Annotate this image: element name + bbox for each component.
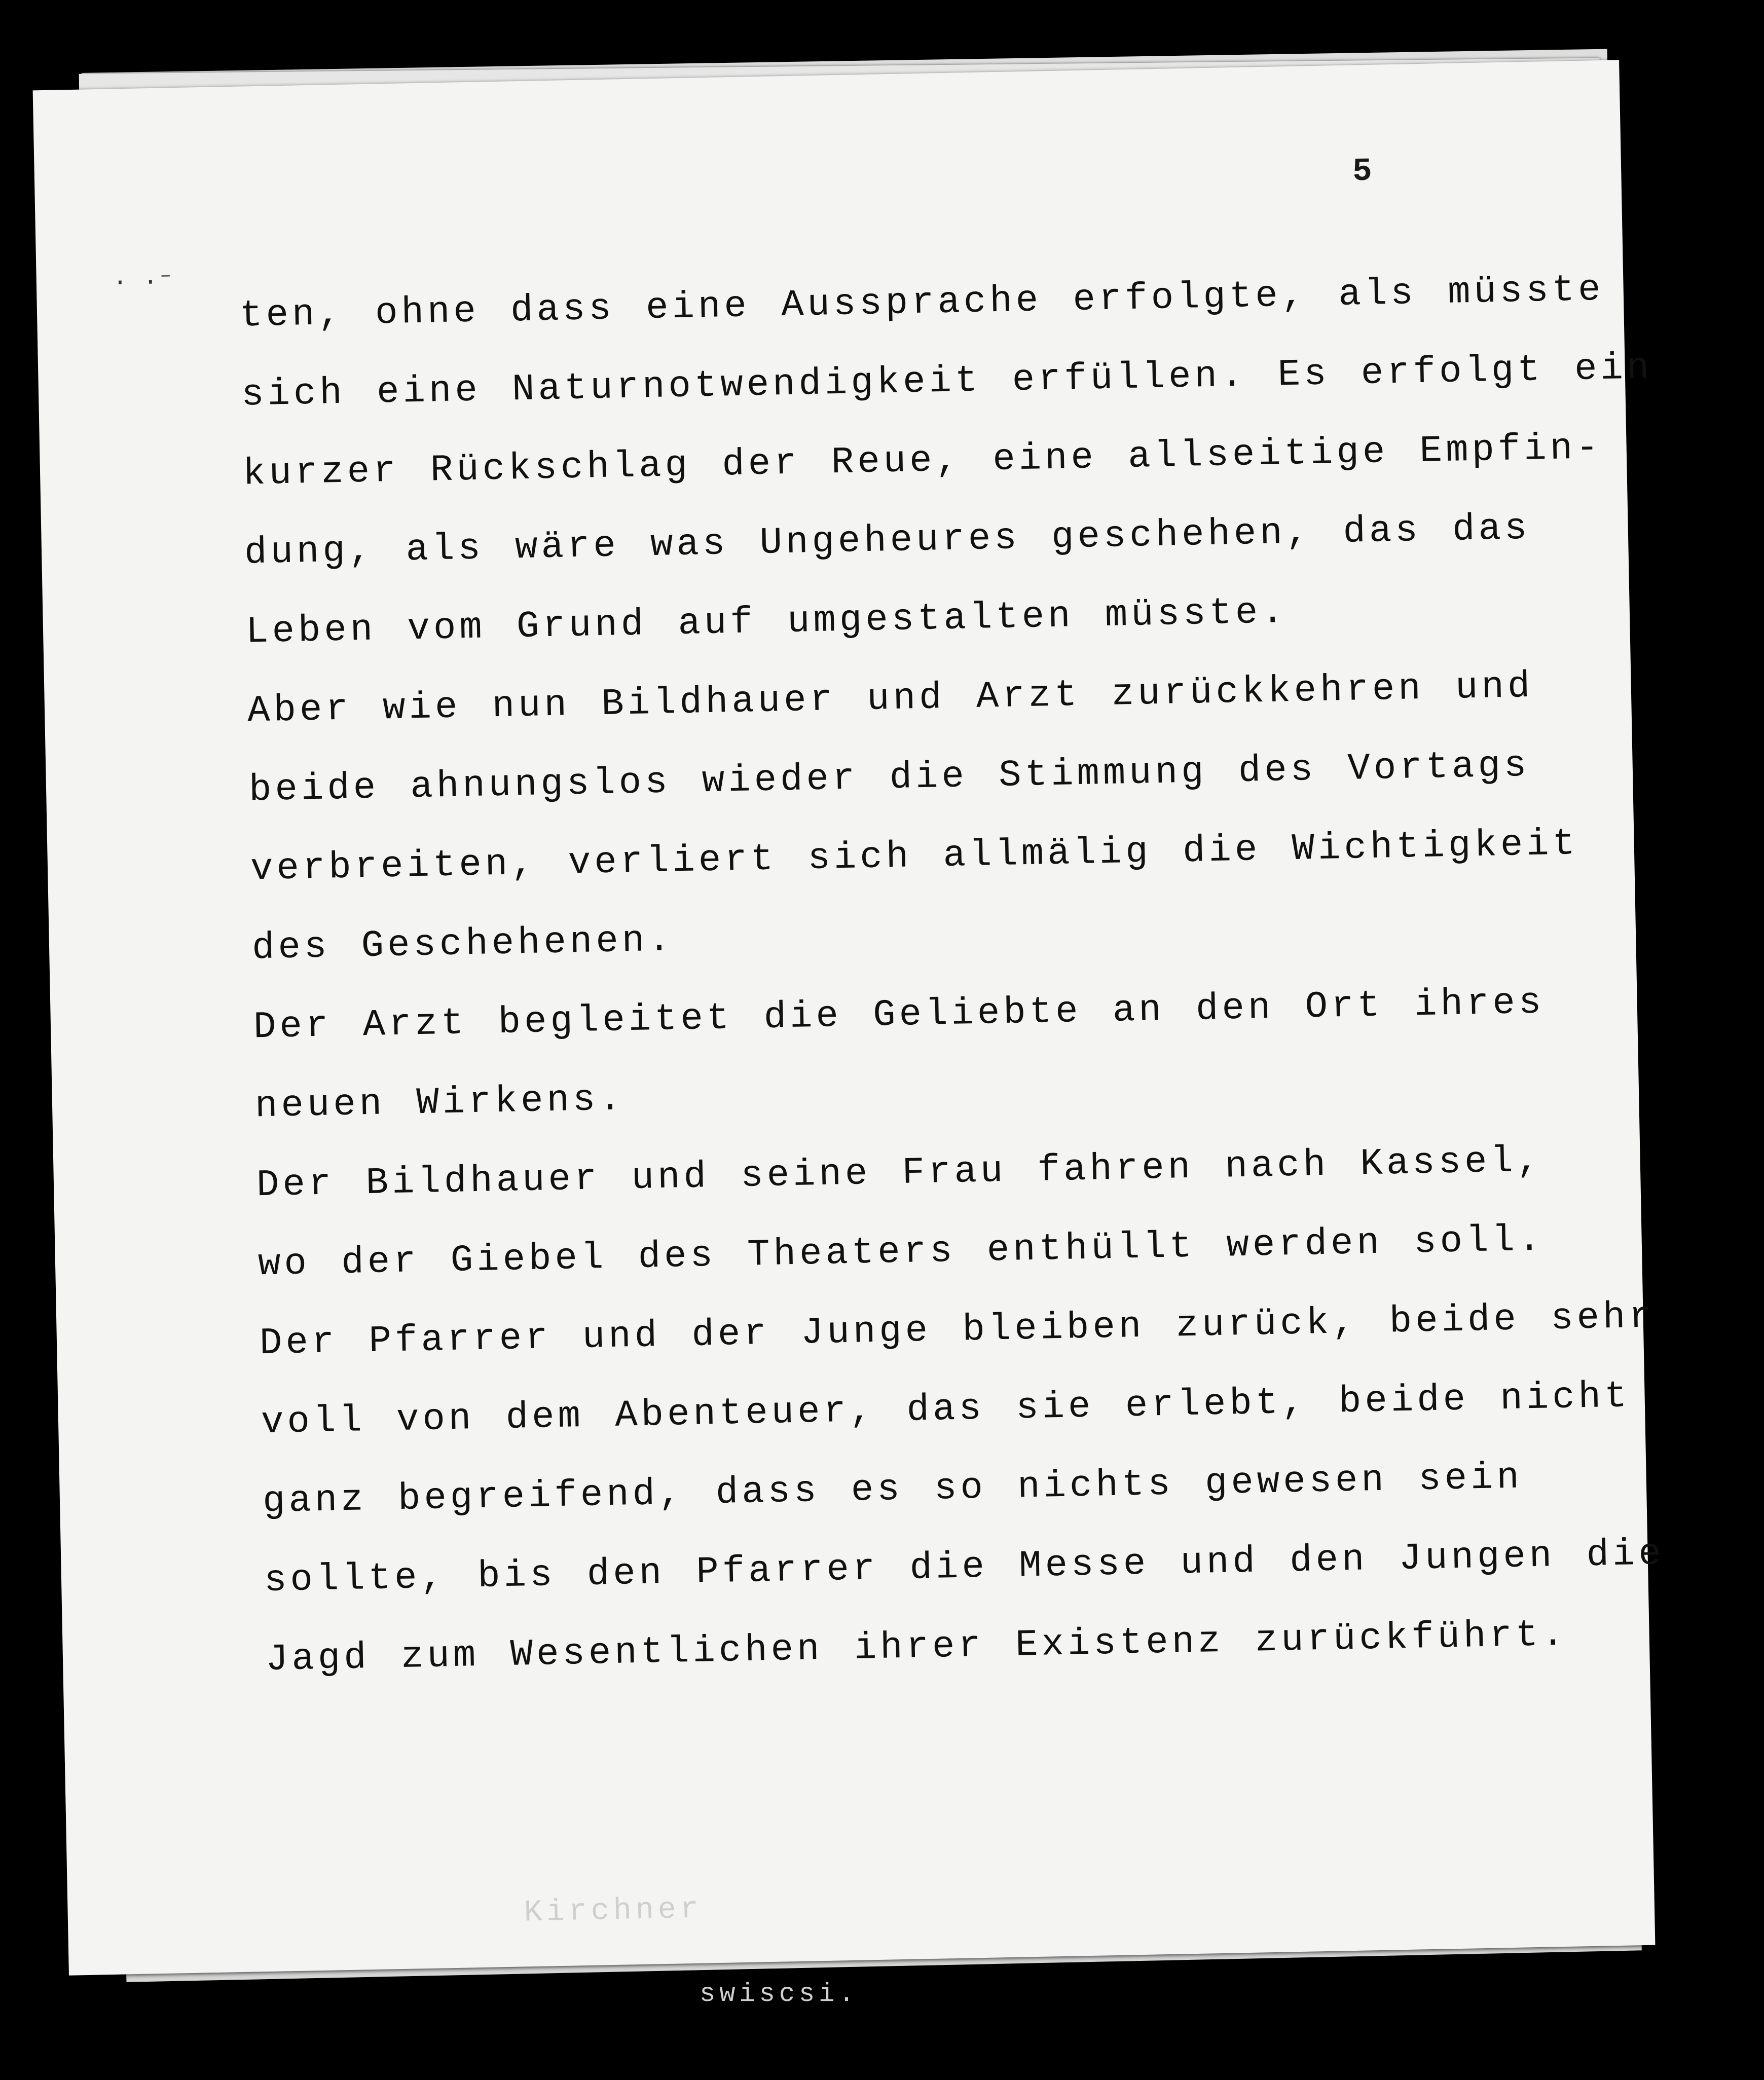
text-line-5: Leben vom Grund auf umgestalten müsste.: [245, 591, 1288, 654]
typewritten-text: [239, 251, 1665, 1699]
text-line-13: wo der Giebel des Theaters enthüllt werden soll.: [258, 1218, 1545, 1286]
text-line-6: Aber wie nun Bildhauer und Arzt zurückkehren und: [247, 665, 1534, 733]
text-line-14: Der Pfarrer und der Junge bleiben zurück, beide sehr: [259, 1295, 1656, 1365]
text-line-18: Jagd zum Wesentlichen ihrer Existenz zurückführt.: [265, 1613, 1568, 1682]
bottom-sheet-stub-text: swiscsi.: [700, 1979, 859, 2009]
text-line-4: dung, als wäre was Ungeheures geschehen, das das: [244, 507, 1531, 575]
text-line-17: sollte, bis den Pfarrer die Messe und den Jungen die: [264, 1533, 1665, 1603]
typewritten-page: [33, 60, 1665, 1975]
underlying-sheet-text: Kirchner: [524, 1892, 703, 1930]
text-line-7: beide ahnungslos wieder die Stimmung des Vortags: [248, 744, 1531, 812]
page-number: 5: [1352, 153, 1373, 191]
text-line-15: voll von dem Abenteuer, das sie erlebt, beide nicht: [261, 1375, 1631, 1444]
text-line-3: kurzer Rückschlag der Reue, eine allseitige Empfin-: [242, 427, 1603, 496]
margin-specks: · ·⁻: [112, 268, 174, 298]
text-line-1: ten, ohne dass eine Aussprache erfolgte, als müsste: [239, 268, 1605, 338]
text-line-10: Der Arzt begleitet die Geliebte an den Ort ihres: [253, 981, 1546, 1049]
text-line-16: ganz begreifend, dass es so nichts gewesen sein: [262, 1456, 1523, 1524]
text-line-8: verbreiten, verliert sich allmälig die Wichtigkeit: [250, 823, 1579, 891]
text-line-11: neuen Wirkens.: [254, 1078, 626, 1128]
text-line-9: des Geschehenen.: [251, 919, 675, 970]
text-line-2: sich eine Naturnotwendigkeit erfüllen. Es erfolgt ein: [241, 347, 1653, 417]
text-line-12: Der Bildhauer und seine Frau fahren nach Kassel,: [256, 1139, 1544, 1207]
